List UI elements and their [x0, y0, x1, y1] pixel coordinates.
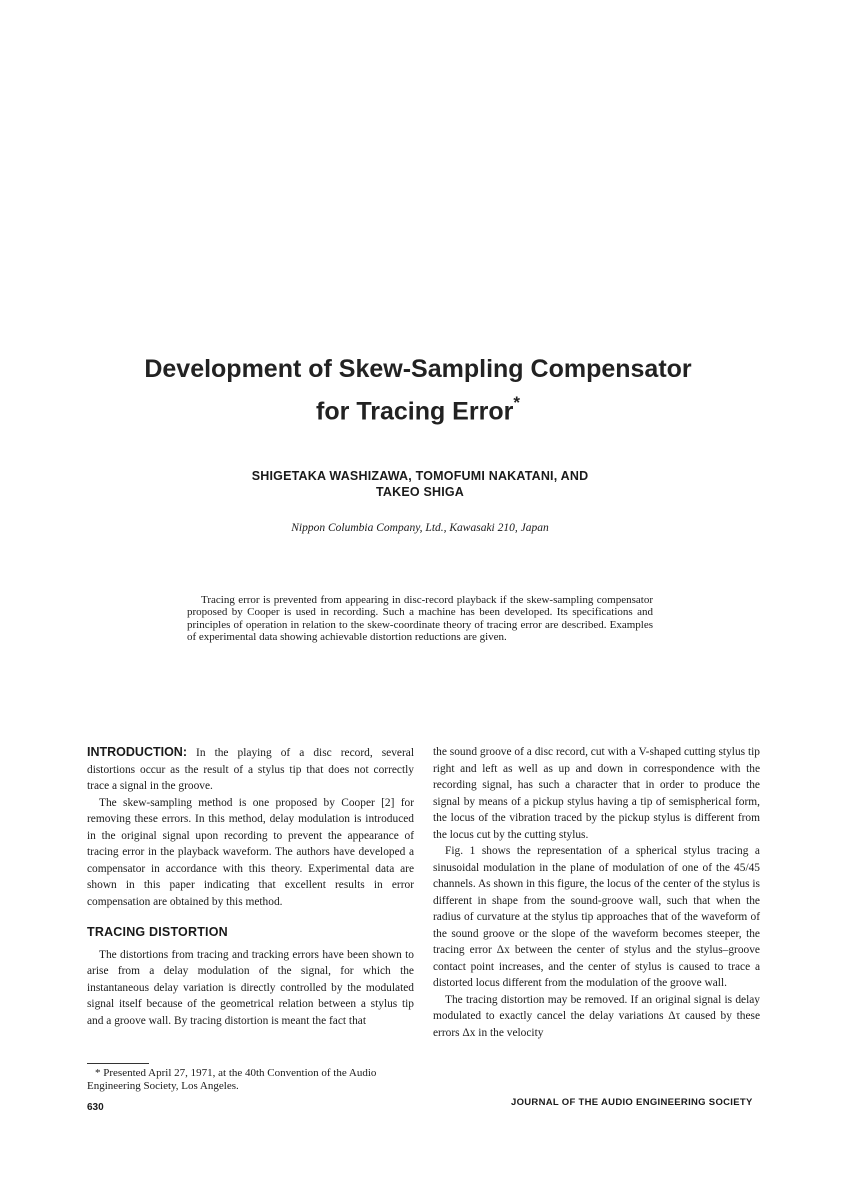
title-footnote-mark: *	[513, 393, 520, 412]
title-line-2	[0, 387, 836, 429]
footnote-rule	[87, 1063, 149, 1064]
intro-paragraph-1	[87, 744, 414, 795]
intro-p1-text: In the playing of a disc record, several distortions occur as the result of a stylus tip that does not correctly trace a signal in the groove.	[87, 747, 414, 792]
authors-line-1: SHIGETAKA WASHIZAWA, TOMOFUMI NAKATANI, AND	[251, 469, 589, 483]
article-title	[0, 351, 836, 429]
intro-paragraph-2: The skew-sampling method is one proposed by Cooper [2] for removing these errors. In this method, delay modulation is introduced in the original signal upon recording to prevent the appearance of tracing error in the playback waveform. The authors have developed a compensator in accordance with this theory. Experimental data are shown in this paper indicating that excellent results in error compensation are obtained by this method.	[87, 796, 414, 908]
footnote: * Presented April 27, 1971, at the 40th Convention of the Audio Engineering Society, Los Angeles.	[87, 1067, 377, 1092]
title-line-2-text: for Tracing Error	[316, 397, 514, 426]
left-column	[87, 744, 414, 1029]
journal-name: JOURNAL OF THE AUDIO ENGINEERING SOCIETY	[511, 1097, 753, 1108]
authors-line-2: TAKEO SHIGA	[375, 485, 465, 499]
tracing-paragraph-1: The distortions from tracing and tracking errors have been shown to arise from a delay modulation of the signal, for which the instantaneous delay variation is directly controlled by the modulated signal itself because of the geometrical relation between a stylus tip and a groove wall. By tracing distortion is meant the fact that	[87, 948, 414, 1027]
page-number: 630	[87, 1102, 104, 1113]
col2-paragraph-1: the sound groove of a disc record, cut with a V-shaped cutting stylus tip right and left as well as up and down in correspondence with the recording signal, has such a character that in order to produce the signal by means of a pickup stylus having a tip of semispherical form, the locus of the vibration traced by the pickup stylus is different from the locus cut by the cutting stylus.	[433, 746, 760, 841]
section-heading-tracing-distortion: TRACING DISTORTION	[87, 925, 228, 939]
col2-paragraph-2: Fig. 1 shows the representation of a spherical stylus tracing a sinusoidal modulation in the plane of modulation of one of the 45/45 channels. As shown in this figure, the locus of the center of the stylus is different in shape from the sound-groove wall, such that when the radius of curvature at the stylus tip approaches that of the waveform of the sound groove or the slope of the waveform becomes steeper, the tracing error Δx between the center of stylus and the stylus–groove contact point increases, and the center of stylus is caused to trace a distorted locus different from the modulation of the groove wall.	[433, 845, 760, 989]
affiliation: Nippon Columbia Company, Ltd., Kawasaki 210, Japan	[291, 522, 549, 534]
author-list	[0, 468, 840, 500]
intro-heading: INTRODUCTION:	[87, 745, 187, 759]
right-column	[433, 744, 760, 1041]
title-line-1: Development of Skew-Sampling Compensator	[144, 355, 692, 383]
abstract: Tracing error is prevented from appearing in disc-record playback if the skew-sampling compensator proposed by Cooper is used in recording. Such a machine has been developed. Its specifications and principles of operation in relation to the skew-coordinate theory of tracing error are described. Examples of experimental data showing achievable distortion reductions are given.	[187, 594, 653, 643]
col2-paragraph-3: The tracing distortion may be removed. If an original signal is delay modulated to exactly cancel the delay variations Δτ caused by these errors Δx in the velocity	[433, 993, 760, 1039]
